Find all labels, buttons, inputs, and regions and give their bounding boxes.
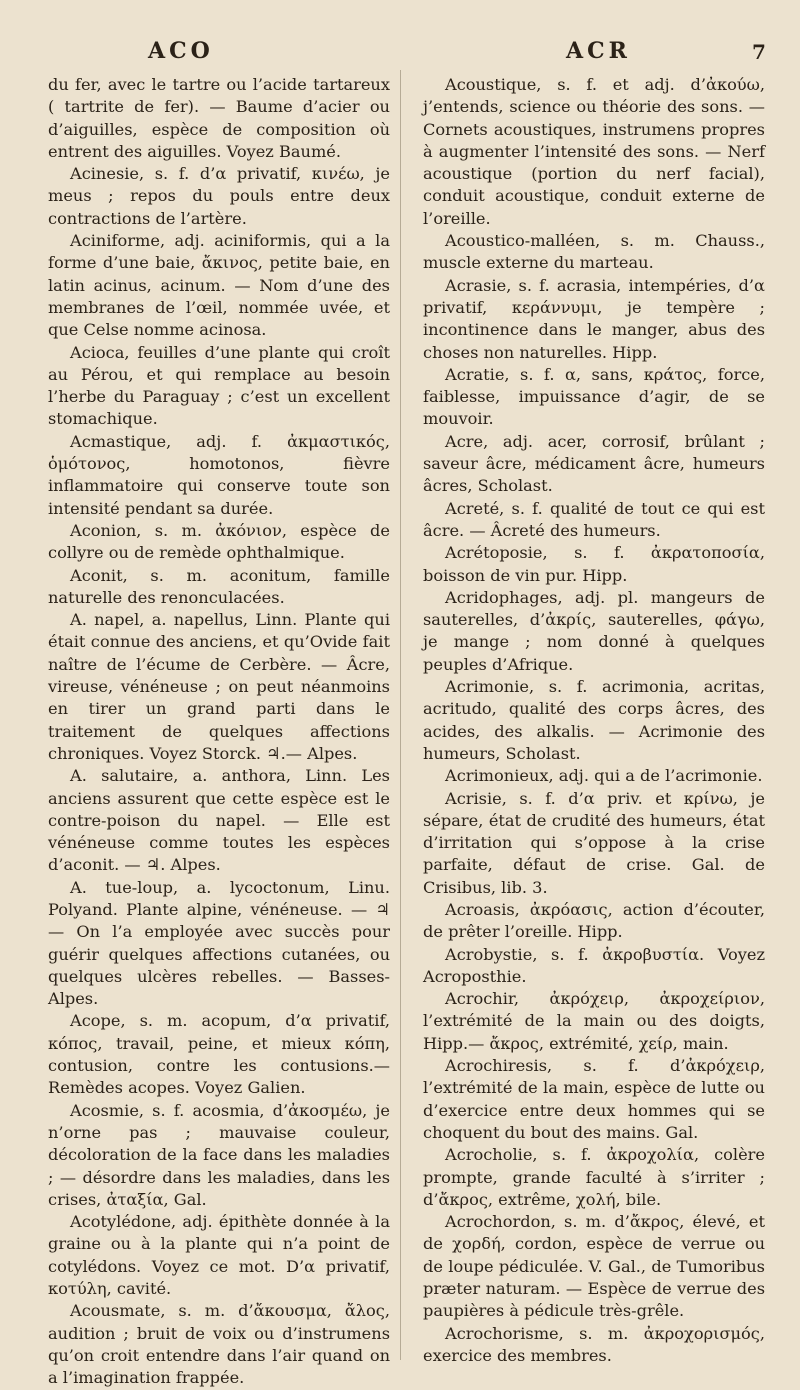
entry: Acosmie, s. f. acosmia, d’ἀκοσμέω, je n’orne pas ; mauvaise couleur, décoloration de la face dans les maladies ; — désordre dans les maladies, dans les crises, ἀταξία, Gal. [48, 1100, 390, 1209]
entry: Acope, s. m. acopum, d’α privatif, κόπος, travail, peine, et mieux κόπη, contusion, contre les contusions.—Remèdes acopes. Voyez Galien. [48, 1011, 390, 1098]
entry: Acrocholie, s. f. ἀκροχολία, colère prompte, grande faculté à s’irriter ; d’ἄκρος, extrême, χολή, bile. [423, 1145, 765, 1209]
page-number: 7 [752, 40, 766, 64]
entry: Acridophages, adj. pl. mangeurs de sauterelles, d’ἀκρίς, sauterelles, φάγω, je mange ; nom donné à quelques peuples d’Afrique. [423, 587, 765, 674]
entry: Acratie, s. f. α, sans, κράτος, force, faiblesse, impuissance d’agir, de se mouvoir. [423, 364, 765, 429]
entry: Acioca, feuilles d’une plante qui croît au Pérou, et qui remplace au besoin l’herbe du Paraguay ; c’est un excellent stomachique. [48, 342, 390, 429]
entry: Acrobystie, s. f. ἀκροβυστία. Voyez Acroposthie. [423, 944, 765, 986]
column-divider [400, 70, 401, 1360]
entry: Aconion, s. m. ἀκόνιον, espèce de collyre ou de remède ophthalmique. [48, 520, 390, 563]
entry: Acinesie, s. f. d’α privatif, κινέω, je meus ; repos du pouls entre deux contractions de l’artère. [48, 164, 390, 228]
entry: Acrimonieux, adj. qui a de l’acrimonie. [445, 766, 763, 786]
entry: A. salutaire, a. anthora, Linn. Les anciens assurent que cette espèce est le contre-poison du napel. — Elle est vénéneuse comme toutes les espèces d’aconit. — ♃. Alpes. [48, 766, 390, 875]
entry: Acrochir, ἀκρόχειρ, ἀκροχείριον, l’extrémité de la main ou des doigts, Hipp.— ἄκρος, extrémité, χείρ, main. [423, 989, 765, 1053]
entry: Acrochorisme, s. m. ἀκροχορισμός, exercice des membres. [423, 1323, 765, 1365]
left-column [48, 74, 390, 1390]
entry: Acrochiresis, s. f. d’ἀκρόχειρ, l’extrémité de la main, espèce de lutte ou d’exercice entre deux hommes qui se choquent du bout des mains. Gal. [423, 1056, 765, 1142]
entry: Acmastique, adj. f. ἀκμαστικός, ὁμότονος, homotonos, fièvre inflammatoire qui conserve toute son intensité pendant sa durée. [48, 431, 390, 518]
entry: A. napel, a. napellus, Linn. Plante qui était connue des anciens, et qu’Ovide fait naître de l’écume de Cerbère. — Âcre, vireuse, vénéneuse ; on peut néanmoins en tirer un grand parti dans le traitement de quelques affections chroniques. Voyez Storck. ♃.— Alpes. [48, 610, 390, 763]
entry: Acrochordon, s. m. d’ἄκρος, élevé, et de χορδή, cordon, espèce de verrue ou de loupe pédiculée. V. Gal., de Tumoribus præter naturam. — Espèce de verrue des paupières à pédicule très-grêle. [423, 1212, 765, 1321]
entry: Acre, adj. acer, corrosif, brûlant ; saveur âcre, médicament âcre, humeurs âcres, Scholast. [423, 431, 765, 496]
entry: Acrasie, s. f. acrasia, intempéries, d’α privatif, κεράννυμι, je tempère ; incontinence dans le manger, abus des choses non naturelles. Hipp. [423, 275, 765, 362]
entry: Acrimonie, s. f. acrimonia, acritas, acritudo, qualité des corps âcres, des acides, des alkalis. — Acrimonie des humeurs, Scholast. [423, 677, 765, 763]
running-header-left: ACO [148, 38, 214, 64]
entry: du fer, avec le tartre ou l’acide tartareux ( tartrite de fer). — Baume d’acier ou d’aiguilles, espèce de composition où entrent des aiguilles. Voyez Baumé. [48, 75, 390, 161]
entry: Acousmate, s. m. d’ἄκουσμα, ἄλος, audition ; bruit de voix ou d’instrumens qu’on croit entendre dans l’air quand on a l’imagination frappée. [48, 1301, 390, 1388]
entry: Acreté, s. f. qualité de tout ce qui est âcre. — Âcreté des humeurs. [423, 498, 765, 540]
entry: Acroasis, ἀκρόασις, action d’écouter, de prêter l’oreille. Hipp. [423, 899, 765, 942]
entry: Acotylédone, adj. épithète donnée à la graine ou à la plante qui n’a point de cotylédons. Voyez ce mot. D’α privatif, κοτύλη, cavité. [48, 1212, 390, 1299]
entry: Acrisie, s. f. d’α priv. et κρίνω, je sépare, état de crudité des humeurs, état d’irritation qui s’oppose à la crise parfaite, défaut de crise. Gal. de Crisibus, lib. 3. [423, 788, 765, 897]
entry: Aciniforme, adj. aciniformis, qui a la forme d’une baie, ἄκινος, petite baie, en latin acinus, acinum. — Nom d’une des membranes de l’œil, nommée uvée, et que Celse nomme acinosa. [48, 231, 390, 340]
running-header-right: ACR [566, 38, 631, 64]
right-column [423, 74, 765, 1367]
entry: Acoustico-malléen, s. m. Chauss., muscle externe du marteau. [423, 231, 765, 273]
entry: A. tue-loup, a. lycoctonum, Linu. Polyand. Plante alpine, vénéneuse. — ♃ — On l’a employée avec succès pour guérir quelques affections cutanées, ou quelques ulcères rebelles. — Basses-Alpes. [48, 877, 390, 1009]
entry: Aconit, s. m. aconitum, famille naturelle des renonculacées. [48, 565, 390, 607]
entry: Acoustique, s. f. et adj. d’ἀκούω, j’entends, science ou théorie des sons. — Cornets acoustiques, instrumens propres à augmenter l’intensité des sons. — Nerf acoustique (portion du nerf facial), conduit acoustique, conduit externe de l’oreille. [423, 75, 765, 228]
entry: Acrétoposie, s. f. ἀκρατοποσία, boisson de vin pur. Hipp. [423, 543, 765, 585]
